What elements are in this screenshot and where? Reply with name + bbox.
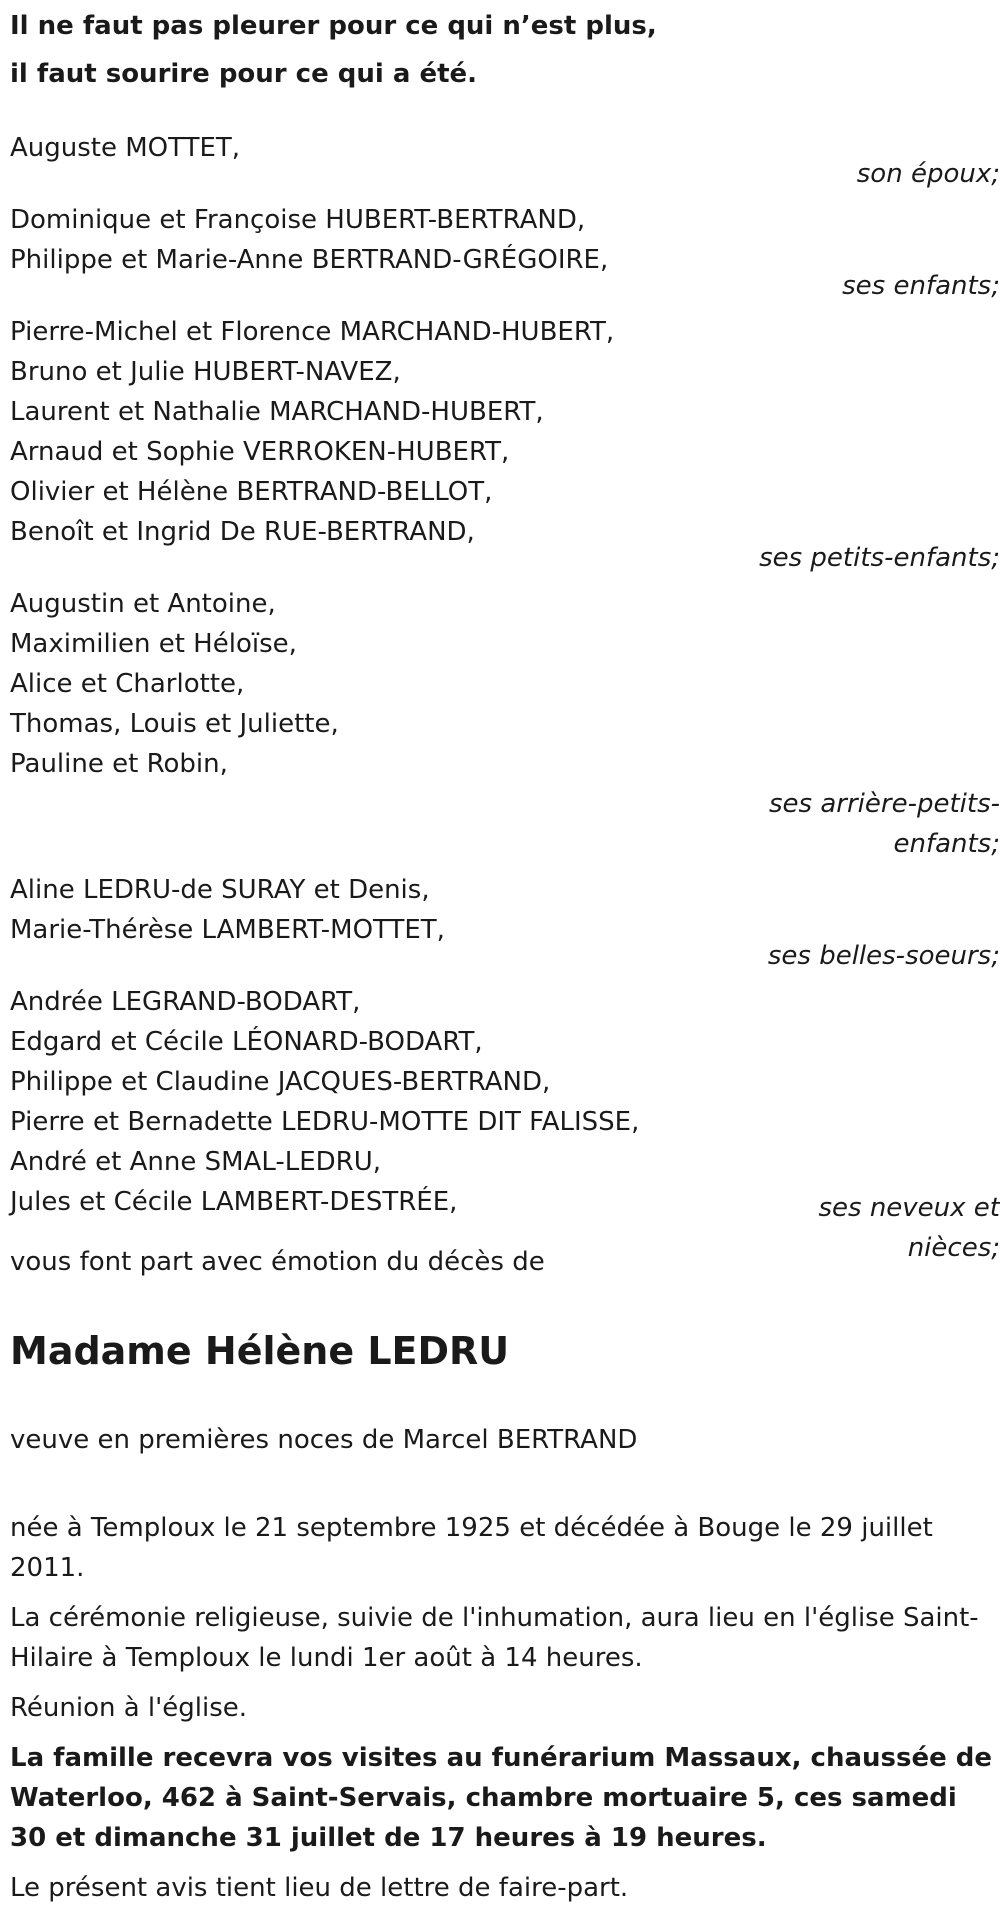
family-group-nephews-nieces [10,982,1000,1222]
family-name: Edgard et Cécile LÉONARD-BODART, [10,1027,483,1057]
family-name: Philippe et Marie-Anne BERTRAND-GRÉGOIRE, [10,245,609,275]
family-name: Marie-Thérèse LAMBERT-MOTTET, [10,915,445,945]
family-role: ses arrière-petits- enfants; [769,789,1000,859]
family-name: Auguste MOTTET, [10,133,241,163]
family-name: Jules et Cécile LAMBERT-DESTRÉE, [10,1187,458,1217]
family-role: ses belles-soeurs; [767,941,1000,971]
closing-note: Le présent avis tient lieu de lettre de faire-part. [10,1873,629,1903]
deceased-name: Madame Hélène LEDRU [10,1329,510,1373]
family-name: Arnaud et Sophie VERROKEN-HUBERT, [10,437,510,467]
family-group-grandchildren [10,312,1000,578]
family-name: Olivier et Hélène BERTRAND-BELLOT, [10,477,493,507]
family-name: André et Anne SMAL-LEDRU, [10,1147,382,1177]
family-name: Alice et Charlotte, [10,669,245,699]
epigraph [10,2,1000,98]
widow-line: veuve en premières noces de Marcel BERTRAND [10,1425,638,1455]
family-name: Bruno et Julie HUBERT-NAVEZ, [10,357,401,387]
family-group-great-grandchildren [10,584,1000,864]
announcement: vous font part avec émotion du décès de [10,1247,545,1277]
meeting-info: Réunion à l'église. [10,1693,248,1723]
family-name: Laurent et Nathalie MARCHAND-HUBERT, [10,397,544,427]
family-name: Pierre-Michel et Florence MARCHAND-HUBERT, [10,317,615,347]
family-name: Pierre et Bernadette LEDRU-MOTTE DIT FALISSE, [10,1107,640,1137]
family-group-sisters-in-law [10,870,1000,976]
birth-death-dates: née à Temploux le 21 septembre 1925 et décédée à Bouge le 29 juillet 2011. [10,1513,933,1583]
family-name: Thomas, Louis et Juliette, [10,709,339,739]
family-group-children [10,200,1000,306]
family-name: Pauline et Robin, [10,749,228,779]
family-name: Maximilien et Héloïse, [10,629,297,659]
family-group-spouse [10,128,1000,194]
epigraph-line-1: Il ne faut pas pleurer pour ce qui n’est plus, [10,11,657,41]
family-name: Andrée LEGRAND-BODART, [10,987,361,1017]
family-role: son époux; [856,159,1000,189]
family-name: Aline LEDRU-de SURAY et Denis, [10,875,430,905]
family-role: ses neveux et nièces; [818,1193,1000,1263]
family-name: Philippe et Claudine JACQUES-BERTRAND, [10,1067,551,1097]
family-name: Augustin et Antoine, [10,589,276,619]
family-role: ses enfants; [842,271,1000,301]
epigraph-line-2: il faut sourire pour ce qui a été. [10,59,478,89]
family-name: Benoît et Ingrid De RUE-BERTRAND, [10,517,475,547]
visits-info: La famille recevra vos visites au funérarium Massaux, chaussée de Waterloo, 462 à Saint-Servais, chambre mortuaire 5, ces samedi 30 et dimanche 31 juillet de 17 heures à 19 heures. [10,1743,993,1853]
family-role: ses petits-enfants; [759,543,1000,573]
family-name: Dominique et Françoise HUBERT-BERTRAND, [10,205,586,235]
ceremony-details: La cérémonie religieuse, suivie de l'inhumation, aura lieu en l'église Saint-Hilaire à Temploux le lundi 1er août à 14 heures. [10,1603,979,1673]
